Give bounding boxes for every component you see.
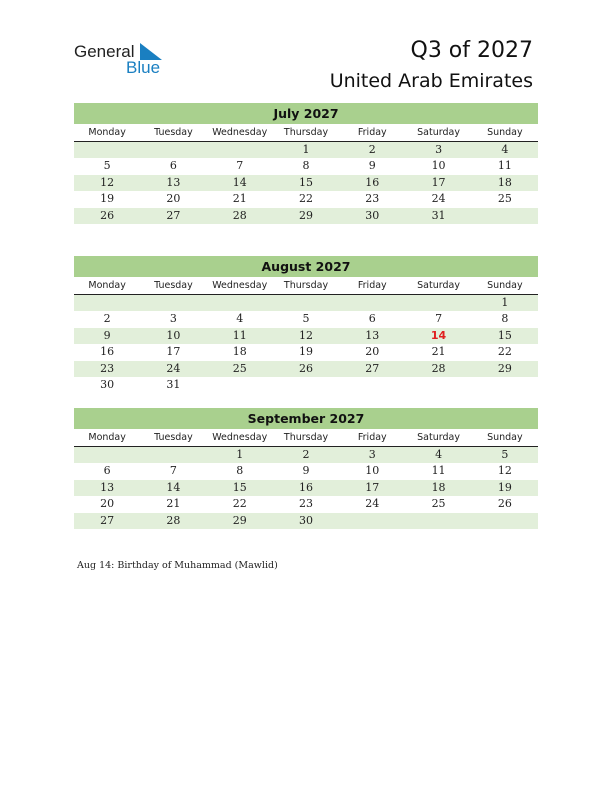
day-cell: 20 bbox=[365, 345, 380, 359]
day-cell: 30 bbox=[365, 208, 380, 222]
day-cell: 9 bbox=[103, 328, 111, 342]
day-cell: 28 bbox=[232, 208, 247, 222]
holiday-note: Aug 14: Birthday of Muhammad (Mawlid) bbox=[77, 560, 278, 571]
day-cell: 9 bbox=[302, 464, 310, 478]
day-cell: 4 bbox=[236, 312, 244, 326]
weekday-label: Monday bbox=[88, 432, 126, 443]
empty-day-cell bbox=[472, 208, 538, 224]
empty-day-cell bbox=[339, 377, 405, 393]
day-cell: 30 bbox=[298, 513, 313, 527]
weekday-header-row bbox=[74, 277, 538, 295]
day-cell: 2 bbox=[103, 312, 111, 326]
day-cell: 5 bbox=[501, 448, 509, 461]
day-cell: 12 bbox=[497, 464, 512, 478]
day-cell: 17 bbox=[431, 175, 446, 189]
empty-day-cell bbox=[405, 295, 471, 311]
day-cell: 22 bbox=[298, 192, 313, 206]
week-row bbox=[74, 377, 538, 393]
day-cell: 11 bbox=[232, 328, 247, 342]
day-cell: 8 bbox=[236, 464, 244, 478]
day-cell: 9 bbox=[368, 159, 376, 173]
day-cell: 24 bbox=[431, 192, 446, 206]
empty-day-cell bbox=[472, 513, 538, 529]
day-cell: 16 bbox=[365, 175, 380, 189]
weekday-header-row bbox=[74, 124, 538, 142]
day-cell: 29 bbox=[232, 513, 247, 527]
day-cell: 2 bbox=[368, 143, 376, 156]
empty-day-cell bbox=[140, 142, 206, 158]
day-cell: 4 bbox=[501, 143, 509, 156]
day-cell: 31 bbox=[431, 208, 446, 222]
day-cell: 7 bbox=[435, 312, 443, 326]
day-cell: 5 bbox=[302, 312, 310, 326]
week-row bbox=[74, 463, 538, 479]
day-cell: 11 bbox=[431, 464, 446, 478]
day-cell: 1 bbox=[236, 448, 244, 461]
day-cell: 21 bbox=[166, 497, 181, 511]
day-cell: 7 bbox=[236, 159, 244, 173]
page-title: Q3 of 2027 bbox=[410, 38, 533, 63]
day-cell: 10 bbox=[431, 159, 446, 173]
month-title: August 2027 bbox=[74, 256, 538, 277]
day-cell: 21 bbox=[431, 345, 446, 359]
logo-general-text: General bbox=[74, 42, 135, 61]
week-row bbox=[74, 191, 538, 207]
day-cell: 22 bbox=[497, 345, 512, 359]
week-row bbox=[74, 208, 538, 224]
weekday-label: Wednesday bbox=[212, 432, 268, 443]
empty-day-cell bbox=[405, 377, 471, 393]
weekday-label: Sunday bbox=[487, 127, 523, 138]
day-cell: 23 bbox=[298, 497, 313, 511]
day-cell: 15 bbox=[497, 328, 512, 342]
day-cell: 14 bbox=[232, 175, 247, 189]
day-cell: 6 bbox=[169, 159, 177, 173]
weekday-label: Tuesday bbox=[154, 280, 193, 291]
week-row bbox=[74, 361, 538, 377]
day-cell: 26 bbox=[497, 497, 512, 511]
week-row bbox=[74, 295, 538, 311]
weekday-header-row bbox=[74, 429, 538, 447]
day-cell: 18 bbox=[497, 175, 512, 189]
empty-day-cell bbox=[140, 295, 206, 311]
empty-day-cell bbox=[273, 377, 339, 393]
month-calendar-august bbox=[74, 256, 538, 393]
weekday-label: Monday bbox=[88, 127, 126, 138]
day-cell: 24 bbox=[166, 361, 181, 375]
day-cell: 5 bbox=[103, 159, 111, 173]
logo bbox=[74, 42, 174, 78]
page-subtitle: United Arab Emirates bbox=[329, 70, 533, 92]
day-cell: 13 bbox=[100, 480, 115, 494]
day-cell: 23 bbox=[100, 361, 115, 375]
empty-day-cell bbox=[273, 295, 339, 311]
weeks-container bbox=[74, 142, 538, 224]
month-title: September 2027 bbox=[74, 408, 538, 429]
week-row bbox=[74, 142, 538, 158]
weekday-label: Thursday bbox=[283, 280, 329, 291]
day-cell: 25 bbox=[497, 192, 512, 206]
day-cell: 29 bbox=[497, 361, 512, 375]
empty-day-cell bbox=[207, 295, 273, 311]
day-cell: 19 bbox=[298, 345, 313, 359]
weekday-label: Monday bbox=[88, 280, 126, 291]
week-row bbox=[74, 175, 538, 191]
weeks-container bbox=[74, 447, 538, 529]
day-cell: 26 bbox=[298, 361, 313, 375]
day-cell: 31 bbox=[166, 377, 181, 391]
day-cell: 21 bbox=[232, 192, 247, 206]
empty-day-cell bbox=[207, 377, 273, 393]
day-cell: 15 bbox=[298, 175, 313, 189]
weekday-label: Sunday bbox=[487, 280, 523, 291]
month-title: July 2027 bbox=[74, 103, 538, 124]
day-cell: 27 bbox=[100, 513, 115, 527]
empty-day-cell bbox=[339, 513, 405, 529]
day-cell: 10 bbox=[166, 328, 181, 342]
day-cell: 13 bbox=[166, 175, 181, 189]
weekday-label: Wednesday bbox=[212, 280, 268, 291]
day-cell: 28 bbox=[166, 513, 181, 527]
weekday-label: Tuesday bbox=[154, 432, 193, 443]
weekday-label: Thursday bbox=[283, 432, 329, 443]
empty-day-cell bbox=[74, 142, 140, 158]
day-cell: 28 bbox=[431, 361, 446, 375]
day-cell: 25 bbox=[431, 497, 446, 511]
empty-day-cell bbox=[140, 447, 206, 463]
day-cell: 6 bbox=[103, 464, 111, 478]
day-cell: 6 bbox=[368, 312, 376, 326]
day-cell: 7 bbox=[169, 464, 177, 478]
day-cell: 16 bbox=[100, 345, 115, 359]
day-cell: 11 bbox=[497, 159, 512, 173]
day-cell: 3 bbox=[368, 448, 376, 461]
day-cell: 17 bbox=[166, 345, 181, 359]
day-cell: 30 bbox=[100, 377, 115, 391]
day-cell: 27 bbox=[166, 208, 181, 222]
day-cell: 18 bbox=[431, 480, 446, 494]
month-calendar-september bbox=[74, 408, 538, 529]
weeks-container bbox=[74, 295, 538, 393]
day-cell: 3 bbox=[169, 312, 177, 326]
empty-day-cell bbox=[207, 142, 273, 158]
day-cell: 23 bbox=[365, 192, 380, 206]
week-row bbox=[74, 496, 538, 512]
week-row bbox=[74, 344, 538, 360]
day-cell: 22 bbox=[232, 497, 247, 511]
day-cell: 24 bbox=[365, 497, 380, 511]
day-cell: 12 bbox=[298, 328, 313, 342]
month-calendar-july bbox=[74, 103, 538, 224]
day-cell: 17 bbox=[365, 480, 380, 494]
day-cell: 3 bbox=[435, 143, 443, 156]
day-cell: 4 bbox=[435, 448, 443, 461]
day-cell: 16 bbox=[298, 480, 313, 494]
empty-day-cell bbox=[339, 295, 405, 311]
empty-day-cell bbox=[405, 513, 471, 529]
weekday-label: Wednesday bbox=[212, 127, 268, 138]
day-cell: 1 bbox=[302, 143, 310, 156]
weekday-label: Thursday bbox=[283, 127, 329, 138]
week-row bbox=[74, 328, 538, 344]
logo-blue-text: Blue bbox=[126, 58, 161, 77]
day-cell: 14 bbox=[166, 480, 181, 494]
week-row bbox=[74, 447, 538, 463]
holiday-day-cell: 14 bbox=[430, 328, 447, 342]
day-cell: 18 bbox=[232, 345, 247, 359]
day-cell: 19 bbox=[497, 480, 512, 494]
week-row bbox=[74, 513, 538, 529]
empty-day-cell bbox=[74, 447, 140, 463]
weekday-label: Friday bbox=[357, 127, 387, 138]
day-cell: 8 bbox=[302, 159, 310, 173]
weekday-label: Tuesday bbox=[154, 127, 193, 138]
day-cell: 19 bbox=[100, 192, 115, 206]
day-cell: 2 bbox=[302, 448, 310, 461]
day-cell: 20 bbox=[100, 497, 115, 511]
weekday-label: Sunday bbox=[487, 432, 523, 443]
day-cell: 15 bbox=[232, 480, 247, 494]
weekday-label: Friday bbox=[357, 432, 387, 443]
day-cell: 8 bbox=[501, 312, 509, 326]
day-cell: 25 bbox=[232, 361, 247, 375]
week-row bbox=[74, 480, 538, 496]
weekday-label: Saturday bbox=[417, 432, 460, 443]
day-cell: 26 bbox=[100, 208, 115, 222]
day-cell: 27 bbox=[365, 361, 380, 375]
day-cell: 10 bbox=[365, 464, 380, 478]
day-cell: 1 bbox=[501, 296, 509, 309]
day-cell: 20 bbox=[166, 192, 181, 206]
weekday-label: Saturday bbox=[417, 127, 460, 138]
day-cell: 13 bbox=[365, 328, 380, 342]
day-cell: 12 bbox=[100, 175, 115, 189]
empty-day-cell bbox=[472, 377, 538, 393]
week-row bbox=[74, 158, 538, 174]
day-cell: 29 bbox=[298, 208, 313, 222]
weekday-label: Saturday bbox=[417, 280, 460, 291]
empty-day-cell bbox=[74, 295, 140, 311]
week-row bbox=[74, 311, 538, 327]
weekday-label: Friday bbox=[357, 280, 387, 291]
